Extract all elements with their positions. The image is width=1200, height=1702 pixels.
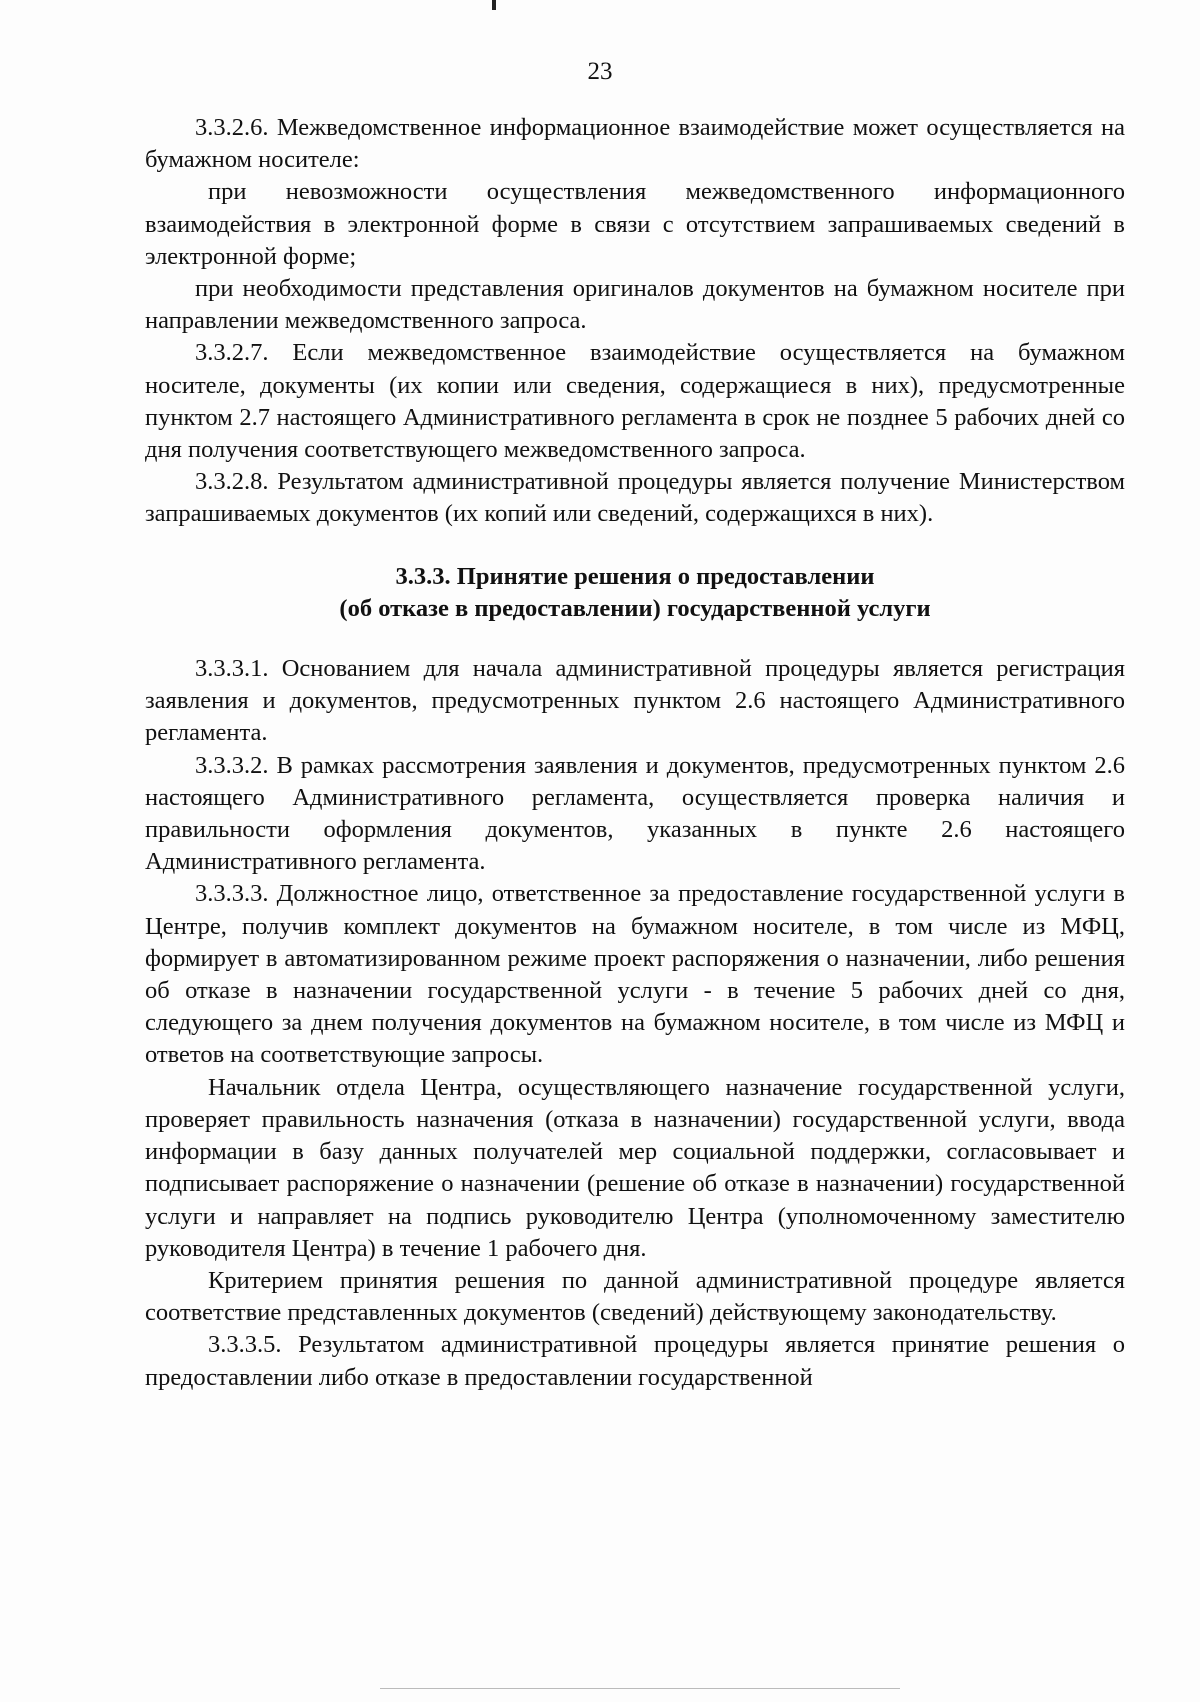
paragraph-3-3-3-2: 3.3.3.2. В рамках рассмотрения заявления и документов, предусмотренных пунктом 2.6 настоящего Административного регламента, осуществляется проверка наличия и правильности оформления документов, указанных в пункте 2.6 настоящего Административного регламента.: [145, 751, 1125, 876]
scan-bottom-rule: [380, 1688, 900, 1689]
paragraph-3-3-3-5: 3.3.3.5. Результатом административной процедуры является принятие решения о предоставлении либо отказе в предоставлении государственной: [145, 1331, 1125, 1391]
page-number: 23: [587, 58, 613, 85]
section-heading-line-2: (об отказе в предоставлении) государственной услуги: [339, 594, 931, 622]
paragraph-3-3-2-7: 3.3.2.7. Если межведомственное взаимодействие осуществляется на бумажном носителе, документы (их копии или сведения, содержащиеся в них), предусмотренные пунктом 2.7 настоящего Административного регламента в срок не позднее 5 рабочих дней со дня получения соответствующего межведомственного запроса.: [145, 339, 1125, 464]
paragraph-decision-criterion: Критерием принятия решения по данной административной процедуре является соответствие представленных документов (сведений) действующему законодательству.: [145, 1266, 1125, 1327]
paragraph-3-3-2-8: 3.3.2.8. Результатом административной процедуры является получение Министерством запрашиваемых документов (их копий или сведений, содержащихся в них).: [145, 468, 1125, 528]
paragraph-paper-reason-2: при необходимости представления оригиналов документов на бумажном носителе при направлении межведомственного запроса.: [145, 275, 1125, 335]
document-body: [145, 112, 1125, 1394]
paragraph-3-3-3-1: 3.3.3.1. Основанием для начала административной процедуры является регистрация заявления и документов, предусмотренных пунктом 2.6 настоящего Административного регламента.: [145, 655, 1125, 747]
paragraph-3-3-3-3: 3.3.3.3. Должностное лицо, ответственное за предоставление государственной услуги в Центре, получив комплект документов на бумажном носителе, в том числе из МФЦ, формирует в автоматизированном режиме проект распоряжения о назначении, либо решения об отказе в назначении государственной услуги - в течение 5 рабочих дней со дня, следующего за днем получения документов на бумажном носителе, в том числе из МФЦ и ответов на соответствующие запросы.: [145, 880, 1125, 1069]
paragraph-paper-reason-1: при невозможности осуществления межведомственного информационного взаимодействия в электронной форме в связи с отсутствием запрашиваемых сведений в электронной форме;: [145, 178, 1125, 270]
scan-artifact-mark: [492, 0, 496, 10]
paragraph-department-head: Начальник отдела Центра, осуществляющего назначение государственной услуги, проверяет правильность назначения (отказа в назначении) государственной услуги, ввода информации в базу данных получателей мер социальной поддержки, согласовывает и подписывает распоряжение о назначении (решение об отказе в назначении) государственной услуги и направляет на подпись руководителю Центра (уполномоченному заместителю руководителя Центра) в течение 1 рабочего дня.: [145, 1073, 1125, 1262]
section-heading-3-3-3: [145, 561, 1125, 625]
section-heading-line-1: 3.3.3. Принятие решения о предоставлении: [395, 562, 875, 590]
paragraph-3-3-2-6: 3.3.2.6. Межведомственное информационное взаимодействие может осуществляется на бумажном носителе:: [145, 114, 1125, 174]
